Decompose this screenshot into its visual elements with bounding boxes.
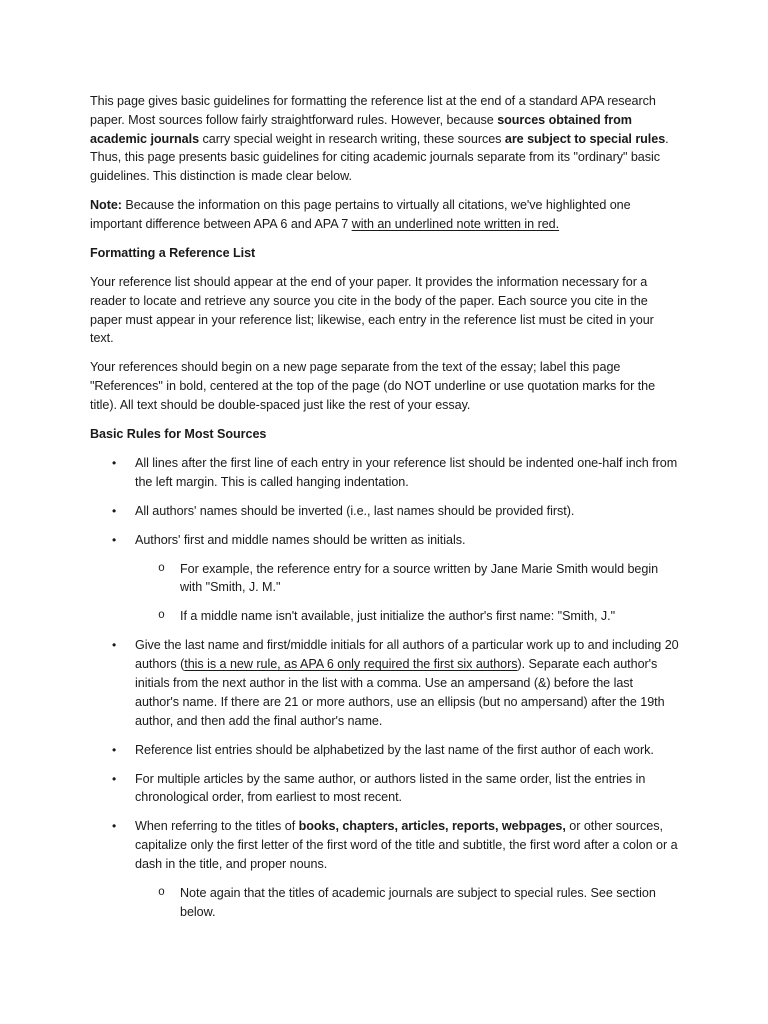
sub-list-item [135, 607, 680, 626]
sub-list-item [135, 884, 680, 922]
basic-rules-list [90, 454, 680, 922]
basic-rules-heading: Basic Rules for Most Sources [90, 426, 267, 441]
list-item [90, 770, 680, 808]
sub-bullet-icon: o [158, 609, 165, 623]
document-page [90, 92, 680, 932]
sub-list-item-text: For example, the reference entry for a source written by Jane Marie Smith would begin with "Smith, J. M." [180, 561, 659, 595]
formatting-heading: Formatting a Reference List [90, 245, 256, 260]
bullet-icon: • [112, 638, 117, 653]
intro-text: . Thus, this page presents basic guidelines for citing academic journals separate from its "ordinary" basic guidelines. This distinction is made clear below. [90, 131, 669, 184]
list-item-text: or other sources, capitalize only the first letter of the first word of the title and subtitle, the first word after a colon or a dash in the title, and proper nouns. [135, 819, 678, 871]
list-item [90, 531, 680, 627]
intro-bold-academic-journals: sources obtained from academic journals [90, 112, 632, 146]
bullet-icon: • [112, 503, 117, 518]
note-text: Because the information on this page pertains to virtually all citations, we've highlighted one important difference between APA 6 and APA 7 [90, 198, 631, 231]
list-item [90, 741, 680, 760]
note-paragraph [90, 196, 680, 234]
bullet-icon: • [112, 455, 117, 470]
list-item-text: All lines after the first line of each entry in your reference list should be indented one-half inch from the left margin. This is called hanging indentation. [135, 455, 678, 489]
intro-bold-special-rules: are subject to special rules [504, 131, 666, 146]
list-item-text: ). Separate each author's initials from the next author in the list with a comma. Use an ampersand (&) before the last author's name. If there are 21 or more authors, use an ellipsis (but no ampersand) after the 19th author, and then add the final author's name. [135, 657, 665, 728]
note-label: Note: [90, 198, 122, 213]
list-item [90, 502, 680, 521]
list-item-text: Reference list entries should be alphabetized by the last name of the first author of each work. [135, 742, 654, 757]
intro-text: This page gives basic guidelines for formatting the reference list at the end of a standard APA research paper. Most sources follow fairly straightforward rules. However, because [90, 94, 656, 127]
bullet-icon: • [112, 742, 117, 757]
list-item [90, 636, 680, 730]
sub-list [135, 884, 680, 922]
sub-list-item-text: Note again that the titles of academic journals are subject to special rules. See section below. [180, 885, 656, 919]
list-item-text: When referring to the titles of [135, 819, 299, 834]
sub-bullet-icon: o [158, 561, 165, 575]
sub-list-item [135, 560, 680, 598]
intro-paragraph [90, 92, 680, 186]
sub-list-item-text: If a middle name isn't available, just initialize the author's first name: "Smith, J." [180, 609, 616, 624]
bullet-icon: • [112, 819, 117, 834]
note-underlined-text: with an underlined note written in red. [351, 216, 560, 231]
intro-text: carry special weight in research writing, these sources [199, 131, 505, 146]
list-item-text: Authors' first and middle names should be written as initials. [135, 532, 466, 547]
formatting-paragraph-1: Your reference list should appear at the end of your paper. It provides the information necessary for a reader to locate and retrieve any source you cite in the body of the paper. Each source you cite in the paper must appear in your reference list; likewise, each entry in the reference list must be cited in your text. [90, 274, 654, 346]
bold-source-types: books, chapters, articles, reports, webpages, [298, 819, 566, 834]
list-item [90, 817, 680, 921]
list-item-text: All authors' names should be inverted (i.e., last names should be provided first). [135, 503, 575, 518]
bullet-icon: • [112, 771, 117, 786]
sub-bullet-icon: o [158, 885, 165, 899]
list-item-text: Give the last name and first/middle initials for all authors of a particular work up to and including 20 authors ( [135, 638, 679, 672]
formatting-paragraph-2: Your references should begin on a new page separate from the text of the essay; label this page "References" in bold, centered at the top of the page (do NOT underline or use quotation marks for the title). All text should be double-spaced just like the rest of your essay. [90, 360, 656, 412]
sub-list [135, 560, 680, 627]
list-item [90, 454, 680, 492]
underlined-new-rule-text: this is a new rule, as APA 6 only required the first six authors [184, 657, 518, 672]
list-item-text: For multiple articles by the same author, or authors listed in the same order, list the entries in chronological order, from earliest to most recent. [135, 771, 646, 805]
bullet-icon: • [112, 532, 117, 547]
